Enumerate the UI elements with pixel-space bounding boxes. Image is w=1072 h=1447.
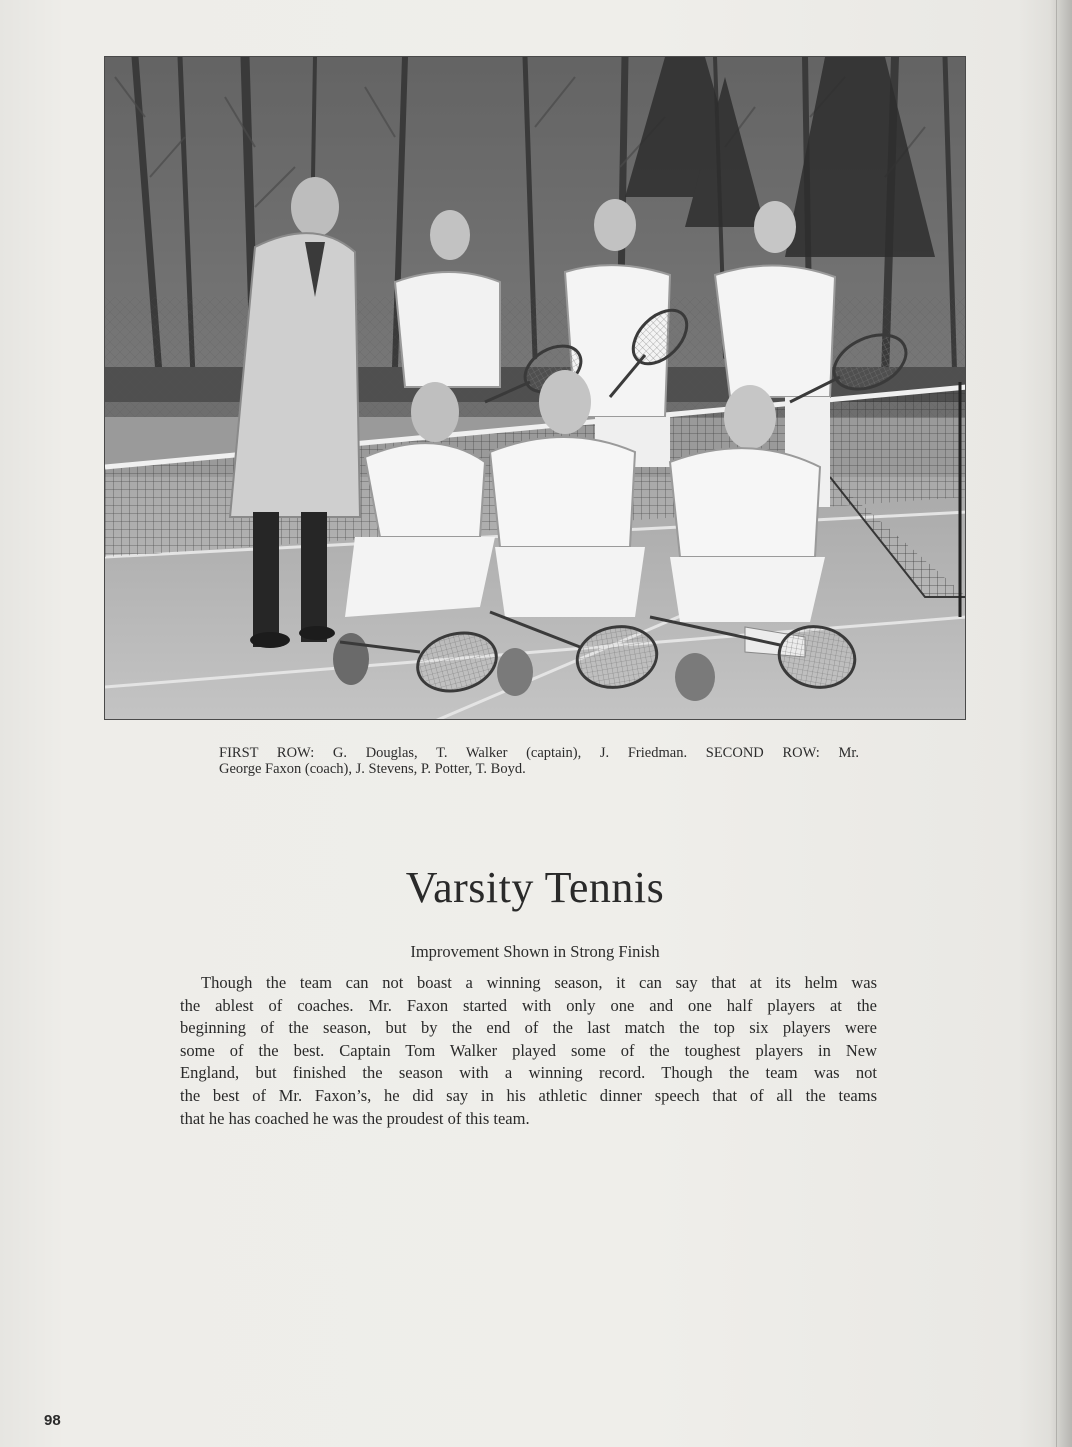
show-through-bleed <box>200 774 880 834</box>
article-line-6: the best of Mr. Faxon’s, he did say in his athletic dinner speech that of all the teams <box>180 1085 877 1105</box>
team-photo-illustration <box>105 57 966 720</box>
article-line-7: that he has coached he was the proudest of this team. <box>180 1108 530 1128</box>
article-line-4: some of the best. Captain Tom Walker played some of the toughest players in New <box>180 1040 877 1060</box>
article-line-1: Though the team can not boast a winning season, it can say that at its helm was <box>201 973 877 992</box>
article-line-2: the ablest of coaches. Mr. Faxon started with only one and one half players at the <box>180 995 877 1015</box>
page-edge-shadow <box>1050 0 1072 1447</box>
article-line-3: beginning of the season, but by the end of the last match the top six players were <box>180 1018 877 1038</box>
caption-line-1: FIRST ROW: G. Douglas, T. Walker (captain), J. Friedman. SECOND ROW: Mr. <box>219 745 859 761</box>
article-title: Varsity Tennis <box>405 863 665 912</box>
page-number: 98 <box>44 1412 61 1429</box>
caption-line-2: George Faxon (coach), J. Stevens, P. Potter, T. Boyd. <box>219 761 526 777</box>
photo-caption <box>219 745 859 777</box>
team-photo <box>104 56 966 720</box>
article-body <box>180 972 877 1130</box>
article-subtitle: Improvement Shown in Strong Finish <box>410 942 660 961</box>
article-line-5: England, but finished the season with a winning record. Though the team was not <box>180 1063 877 1083</box>
